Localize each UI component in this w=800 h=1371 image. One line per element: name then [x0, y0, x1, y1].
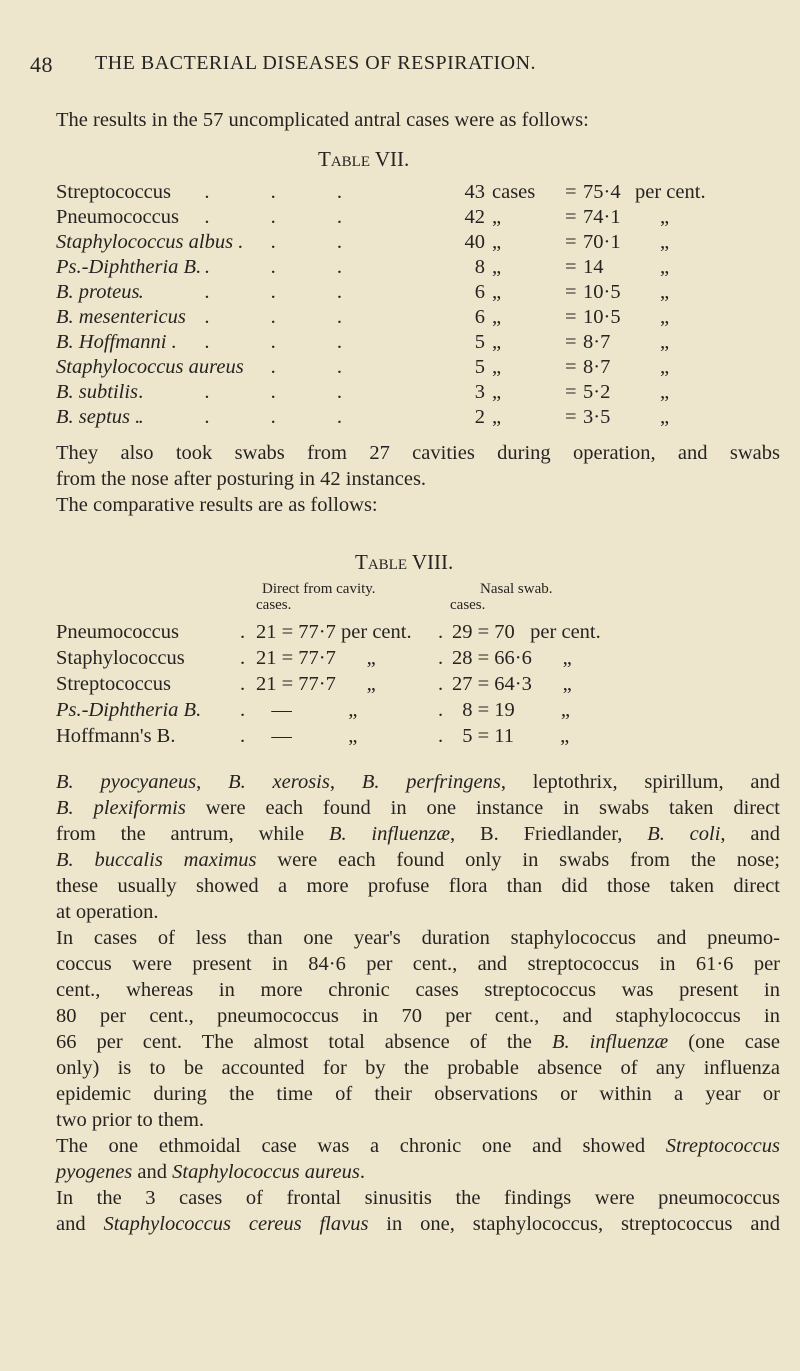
suffix: „	[660, 281, 670, 303]
text-span: were each found only in swabs from the nose;	[256, 849, 780, 871]
row-name: B. mesentericus	[56, 306, 186, 328]
case-count: 6	[474, 281, 485, 303]
table-vii-title: Table VII.	[318, 147, 410, 171]
text-span: and	[56, 1213, 104, 1235]
text-span: cent., whereas in more chronic cases streptococcus was present in	[56, 979, 780, 1001]
table-row	[0, 698, 800, 724]
text-line	[56, 769, 780, 795]
table-row	[0, 380, 800, 405]
unit: „	[492, 306, 502, 328]
unit: cases	[492, 181, 536, 203]
text-span: , B. Friedlander,	[450, 823, 648, 845]
text-line	[56, 977, 780, 1003]
nasal-value: 28 = 66·6 „	[452, 647, 572, 669]
case-count: 5	[474, 356, 485, 378]
percent: 74·1	[583, 206, 621, 228]
leader-dot: .	[438, 673, 444, 695]
text-span: two prior to them.	[56, 1109, 205, 1131]
italic-text: B. influenzæ	[328, 823, 450, 845]
text-span: at operation.	[56, 901, 159, 923]
row-name: Pneumococcus	[56, 621, 179, 643]
italic-text: Staphylococcus aureus	[172, 1161, 360, 1183]
equals: =	[565, 231, 577, 253]
italic-text: B. xerosis	[228, 771, 330, 793]
text-line	[56, 1055, 780, 1081]
text-line	[56, 1211, 780, 1237]
italic-text: B. influenzæ	[551, 1031, 669, 1053]
equals: =	[565, 356, 577, 378]
text-span: from the antrum, while	[56, 823, 329, 845]
unit: „	[492, 356, 502, 378]
col-header-nasal: Nasal swab.	[480, 581, 553, 597]
text-line	[56, 1081, 780, 1107]
text-span: .	[359, 1161, 365, 1183]
italic-text: B. buccalis maximus	[56, 849, 257, 871]
table-row	[0, 646, 800, 672]
row-name: Pneumococcus	[56, 206, 179, 228]
equals: =	[565, 381, 577, 403]
leader-dots: . . . .	[138, 381, 370, 403]
percent: 10·5	[583, 281, 621, 303]
unit: „	[492, 231, 502, 253]
leader-dot: .	[240, 673, 246, 695]
direct-value: 21 = 77·7 per cent.	[256, 621, 412, 643]
leader-dots: . . .	[204, 256, 370, 278]
unit: „	[492, 256, 502, 278]
row-name: B. septus .	[56, 406, 141, 428]
suffix: „	[660, 231, 670, 253]
suffix: „	[660, 206, 670, 228]
text-line	[56, 951, 780, 977]
table-row	[0, 330, 800, 355]
equals: =	[565, 406, 577, 428]
table-row	[0, 355, 800, 380]
leader-dots: . . . .	[138, 406, 370, 428]
suffix: „	[660, 406, 670, 428]
leader-dot: .	[240, 647, 246, 669]
leader-dots: . . .	[204, 181, 370, 203]
italic-text: B. perfringens	[361, 771, 501, 793]
text-span: ,	[196, 771, 229, 793]
italic-text: B. plexiformis	[56, 797, 186, 819]
leader-dots: . .	[270, 231, 370, 253]
table-row	[0, 305, 800, 330]
text-span: in one, staphylococcus, streptococcus and	[368, 1213, 780, 1235]
col-sub-nasal: cases.	[450, 597, 486, 613]
text-line	[56, 492, 780, 518]
leader-dot: .	[438, 621, 444, 643]
row-name: Ps.-Diphtheria B.	[56, 256, 202, 278]
unit: „	[492, 406, 502, 428]
text-span: In the 3 cases of frontal sinusitis the findings were pneumococcus	[56, 1187, 780, 1209]
leader-dot: .	[438, 725, 444, 747]
equals: =	[565, 181, 577, 203]
direct-value: — „	[256, 725, 358, 747]
case-count: 5	[474, 331, 485, 353]
nasal-value: 8 = 19 „	[452, 699, 571, 721]
text-line	[56, 899, 780, 925]
unit: „	[492, 331, 502, 353]
text-span: from the nose after posturing in 42 instances.	[56, 468, 427, 490]
col-sub-direct: cases.	[256, 597, 292, 613]
text-line	[56, 466, 780, 492]
col-header-direct: Direct from cavity.	[262, 581, 376, 597]
nasal-value: 27 = 64·3 „	[452, 673, 572, 695]
percent: 10·5	[583, 306, 621, 328]
text-span: ,	[329, 771, 362, 793]
text-line	[56, 1029, 780, 1055]
suffix: „	[660, 356, 670, 378]
nasal-value: 5 = 11 „	[452, 725, 570, 747]
leader-dot: .	[240, 725, 246, 747]
suffix: „	[660, 381, 670, 403]
text-span: The results in the 57 uncomplicated antral cases were as follows:	[56, 109, 589, 131]
text-line	[56, 847, 780, 873]
unit: „	[492, 381, 502, 403]
case-count: 6	[474, 306, 485, 328]
suffix: „	[660, 306, 670, 328]
text-line	[56, 821, 780, 847]
leader-dot: .	[438, 699, 444, 721]
leader-dot: .	[438, 647, 444, 669]
text-span: The comparative results are as follows:	[56, 494, 378, 516]
direct-value: 21 = 77·7 „	[256, 647, 376, 669]
unit: „	[492, 206, 502, 228]
table-row	[0, 230, 800, 255]
case-count: 3	[474, 381, 485, 403]
percent: 70·1	[583, 231, 621, 253]
equals: =	[565, 306, 577, 328]
text-line	[56, 1185, 780, 1211]
text-line	[56, 1133, 780, 1159]
row-name: B. subtilis	[56, 381, 139, 403]
text-span: (one case	[668, 1031, 781, 1053]
equals: =	[565, 206, 577, 228]
text-span: epidemic during the time of their observations or within a year or	[56, 1083, 780, 1105]
table-viii-title: Table VIII.	[355, 550, 454, 574]
nasal-value: 29 = 70 per cent.	[452, 621, 601, 643]
direct-value: 21 = 77·7 „	[256, 673, 376, 695]
text-span: 80 per cent., pneumococcus in 70 per cent., and staphylococcus in	[56, 1005, 780, 1027]
text-span: only) is to be accounted for by the probable absence of any influenza	[56, 1057, 780, 1079]
italic-text: pyogenes	[56, 1161, 133, 1183]
text-span: these usually showed a more profuse flora than did those taken direct	[56, 875, 780, 897]
text-span: and	[132, 1161, 173, 1183]
suffix: „	[660, 256, 670, 278]
percent: 14	[583, 256, 604, 278]
text-span: In cases of less than one year's duration staphylococcus and pneumo-	[56, 927, 780, 949]
table-row	[0, 255, 800, 280]
text-span: The one ethmoidal case was a chronic one and showed	[56, 1135, 666, 1157]
table-row	[0, 180, 800, 205]
text-line	[56, 1003, 780, 1029]
table-row	[0, 405, 800, 430]
italic-text: Staphylococcus cereus flavus	[103, 1213, 369, 1235]
text-line	[56, 925, 780, 951]
leader-dots: . . .	[204, 331, 370, 353]
case-count: 8	[474, 256, 485, 278]
leader-dots: . .	[270, 356, 370, 378]
equals: =	[565, 281, 577, 303]
leader-dot: .	[240, 621, 246, 643]
case-count: 2	[474, 406, 485, 428]
running-title: THE BACTERIAL DISEASES OF RESPIRATION.	[95, 52, 537, 74]
equals: =	[565, 331, 577, 353]
percent: 3·5	[583, 406, 611, 428]
text-line	[56, 1107, 780, 1133]
percent: 75·4	[583, 181, 621, 203]
row-name: Staphylococcus aureus	[56, 356, 244, 378]
page-number: 48	[30, 52, 53, 77]
text-span: , leptothrix, spirillum, and	[500, 771, 781, 793]
row-name: Hoffmann's B.	[56, 725, 176, 747]
row-name: B. Hoffmanni .	[56, 331, 177, 353]
row-name: B. proteus	[56, 281, 140, 303]
leader-dots: . . .	[204, 306, 370, 328]
text-span: , and	[720, 823, 780, 845]
table-row	[0, 672, 800, 698]
suffix: „	[660, 331, 670, 353]
direct-value: — „	[256, 699, 358, 721]
leader-dot: .	[240, 699, 246, 721]
equals: =	[565, 256, 577, 278]
row-name: Streptococcus	[56, 181, 171, 203]
text-line	[56, 795, 780, 821]
table-row	[0, 280, 800, 305]
text-span: They also took swabs from 27 cavities during operation, and swabs	[56, 442, 780, 464]
leader-dots: . . . .	[138, 281, 370, 303]
text-span: 66 per cent. The almost total absence of the	[56, 1031, 552, 1053]
table-row	[0, 205, 800, 230]
suffix: per cent.	[635, 181, 706, 203]
percent: 8·7	[583, 331, 611, 353]
case-count: 40	[464, 231, 485, 253]
italic-text: Streptococcus	[665, 1135, 780, 1157]
row-name: Streptococcus	[56, 673, 171, 695]
percent: 8·7	[583, 356, 611, 378]
table-row	[0, 724, 800, 750]
case-count: 43	[464, 181, 485, 203]
percent: 5·2	[583, 381, 611, 403]
unit: „	[492, 281, 502, 303]
text-line	[56, 107, 780, 133]
text-line	[56, 873, 780, 899]
case-count: 42	[464, 206, 485, 228]
row-name: Staphylococcus	[56, 647, 185, 669]
text-span: coccus were present in 84·6 per cent., and streptococcus in 61·6 per	[56, 953, 780, 975]
italic-text: B. coli	[647, 823, 721, 845]
table-row	[0, 620, 800, 646]
text-line	[56, 440, 780, 466]
italic-text: B. pyocyaneus	[56, 771, 197, 793]
text-line	[56, 1159, 780, 1185]
row-name: Staphylococcus albus .	[56, 231, 244, 253]
leader-dots: . . .	[204, 206, 370, 228]
row-name: Ps.-Diphtheria B.	[56, 699, 202, 721]
text-span: were each found in one instance in swabs taken direct	[185, 797, 780, 819]
